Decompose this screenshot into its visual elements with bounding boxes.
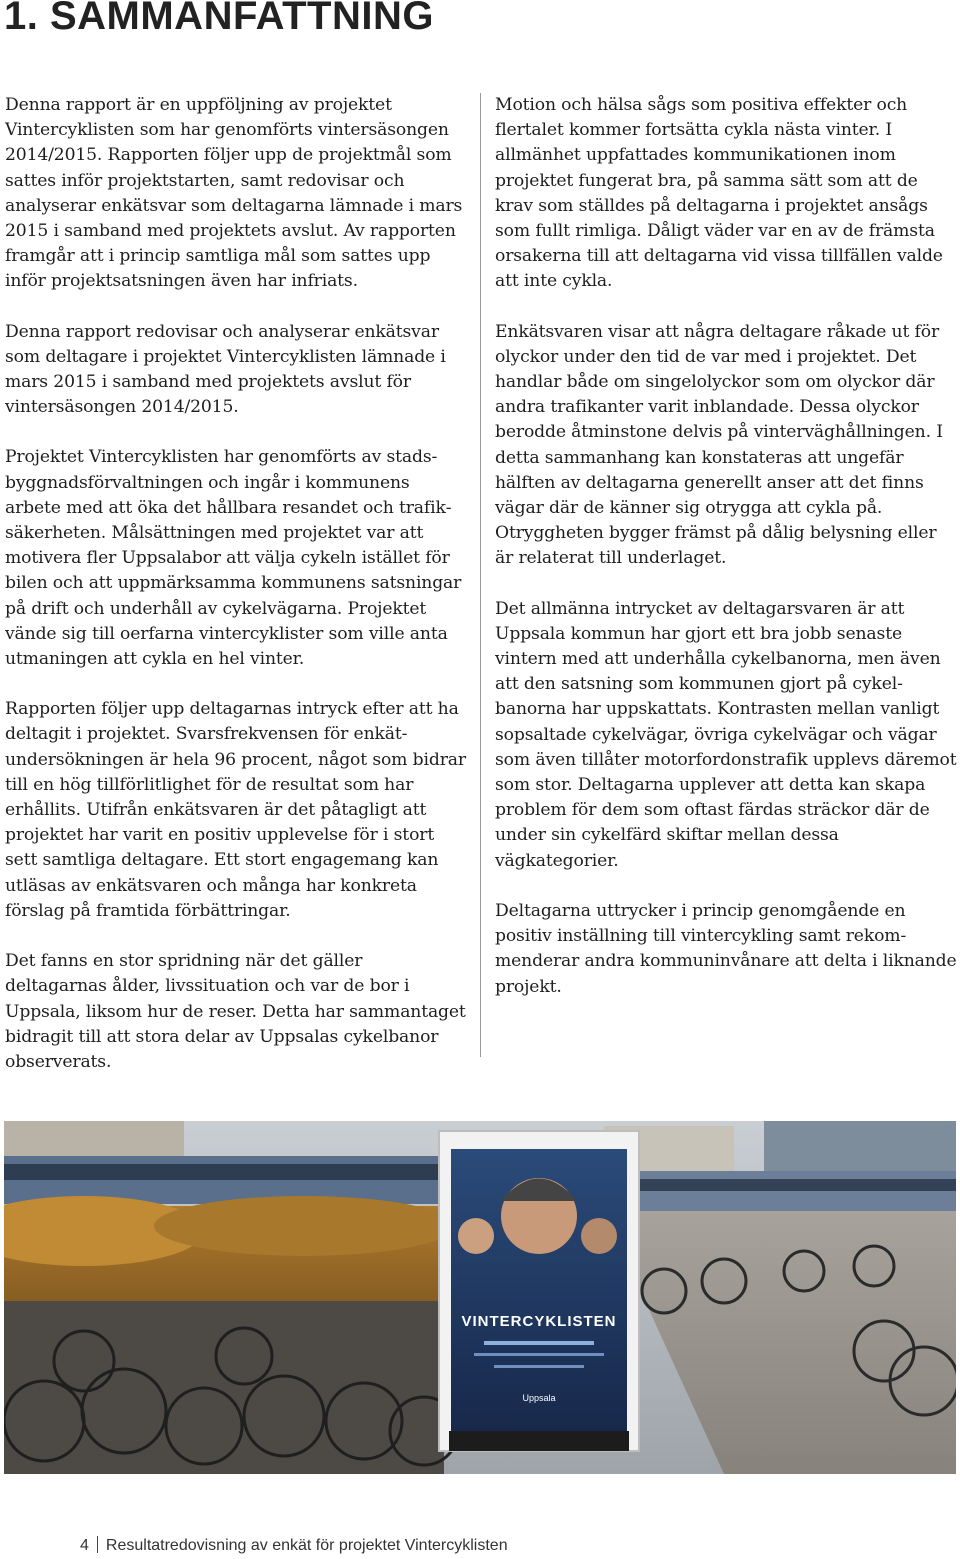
column-divider — [480, 93, 481, 1057]
poster-logo: Uppsala — [522, 1393, 556, 1403]
paragraph: Rapporten följer upp deltagarnas intryck efter att ha deltagit i projektet. Svarsfrekvensen för enkätundersökningen är hela 96 procent, något som bidrar till en hög tillförlitlighet för de resultat som har erhållits. Utifrån enkätsvaren är det påtagligt att projektet har varit en positiv upplevelse för i stort sett samtliga deltagare. Ett stort engagemang kan utläsas av enkätsvaren och många har konkreta förslag på framtida förbättringar. — [5, 699, 466, 921]
page-number: 4 — [80, 1537, 89, 1554]
right-column — [495, 93, 957, 1025]
paragraph: Det allmänna intrycket av deltagarsvaren är att Uppsala kommun har gjort ett bra jobb senaste vintern med att underhålla cykelbanorna, men även att den satsning som kommunen gjort på cykelbanorna har uppskattats. Kontrasten mellan vanligt sopsaltade cykelvägar, övriga cykelvägar och vägar som även tillåter motorfordonstrafik upplevs däremot som stor. Deltagarna upplever att detta kan skapa problem för dem som oftast färdas sträckor där de under sin cykelfärd skiftar mellan dessa vägkategorier. — [495, 598, 957, 871]
paragraph: Denna rapport redovisar och analyserar enkätsvar som deltagare i projektet Vintercyklisten lämnade i mars 2015 i samband med projektets avslut för vintersäsongen 2014/2015. — [5, 321, 446, 418]
paragraph: Motion och hälsa sågs som positiva effekter och flertalet kommer fortsätta cykla nästa vinter. I allmänhet uppfattades kommunikationen inom projektet fungerat bra, på samma sätt som att de krav som ställdes på deltagarna i projektet ansågs som fullt rimliga. Dåligt väder var en av de främsta orsakerna till att deltagarna vid vissa tillfällen valde att inte cykla. — [495, 95, 943, 292]
poster-title: VINTERCYKLISTEN — [461, 1313, 617, 1330]
paragraph: Enkätsvaren visar att några deltagare råkade ut för olyckor under den tid de var med i projektet. Det handlar både om singelolyckor som om olyckor där andra trafikanter varit inblandade. Dessa olyckor berodde åtminstone delvis på vinterväghållningen. I detta sammanhang kan konstateras att ungefär hälften av deltagarna generellt anser att det finns vägar där de känner sig otrygga att cykla på. Otryggheten bygger främst på dålig belysning eller är relaterat till underlaget. — [495, 321, 943, 569]
footer-title: Resultatredovisning av enkät för projektet Vintercyklisten — [105, 1537, 508, 1554]
paragraph: Projektet Vintercyklisten har genomförts av stadsbyggnadsförvaltningen och ingår i kommunens arbete med att öka det hållbara resandet och trafiksäkerheten. Målsättningen med projektet var att motivera fler Uppsalabor att välja cykeln istället för bilen och att uppmärksamma kommunens satsningar på drift och underhåll av cykelvägarna. Projektet vände sig till oerfarna vintercyklister som ville anta utmaningen att cykla en hel vinter. — [5, 447, 462, 670]
left-column — [5, 93, 467, 1100]
page-footer — [80, 1536, 508, 1555]
bike-parking-photo — [4, 1121, 956, 1474]
paragraph: Deltagarna uttrycker i princip genomgående en positiv inställning till vintercykling samt rekommenderar andra kommuninvånare att delta i liknande projekt. — [495, 900, 957, 997]
paragraph: Det fanns en stor spridning när det gäller deltagarnas ålder, livssituation och var de bor i Uppsala, liksom hur de reser. Detta har sammantaget bidragit till att stora delar av Uppsalas cykelbanor observerats. — [5, 951, 466, 1072]
paragraph: Denna rapport är en uppföljning av projektet Vintercyklisten som har genomförts vintersäsongen 2014/2015. Rapporten följer upp de projektmål som sattes inför projektstarten, samt redovisar och analyserar enkätsvar som deltagarna lämnade i mars 2015 i samband med projektets avslut. Av rapporten framgår att i princip samtliga mål som sattes upp inför projektsatsningen även har infriats. — [5, 95, 463, 292]
page-title: 1. SAMMANFATTNING — [4, 0, 434, 38]
footer-separator — [97, 1536, 98, 1553]
